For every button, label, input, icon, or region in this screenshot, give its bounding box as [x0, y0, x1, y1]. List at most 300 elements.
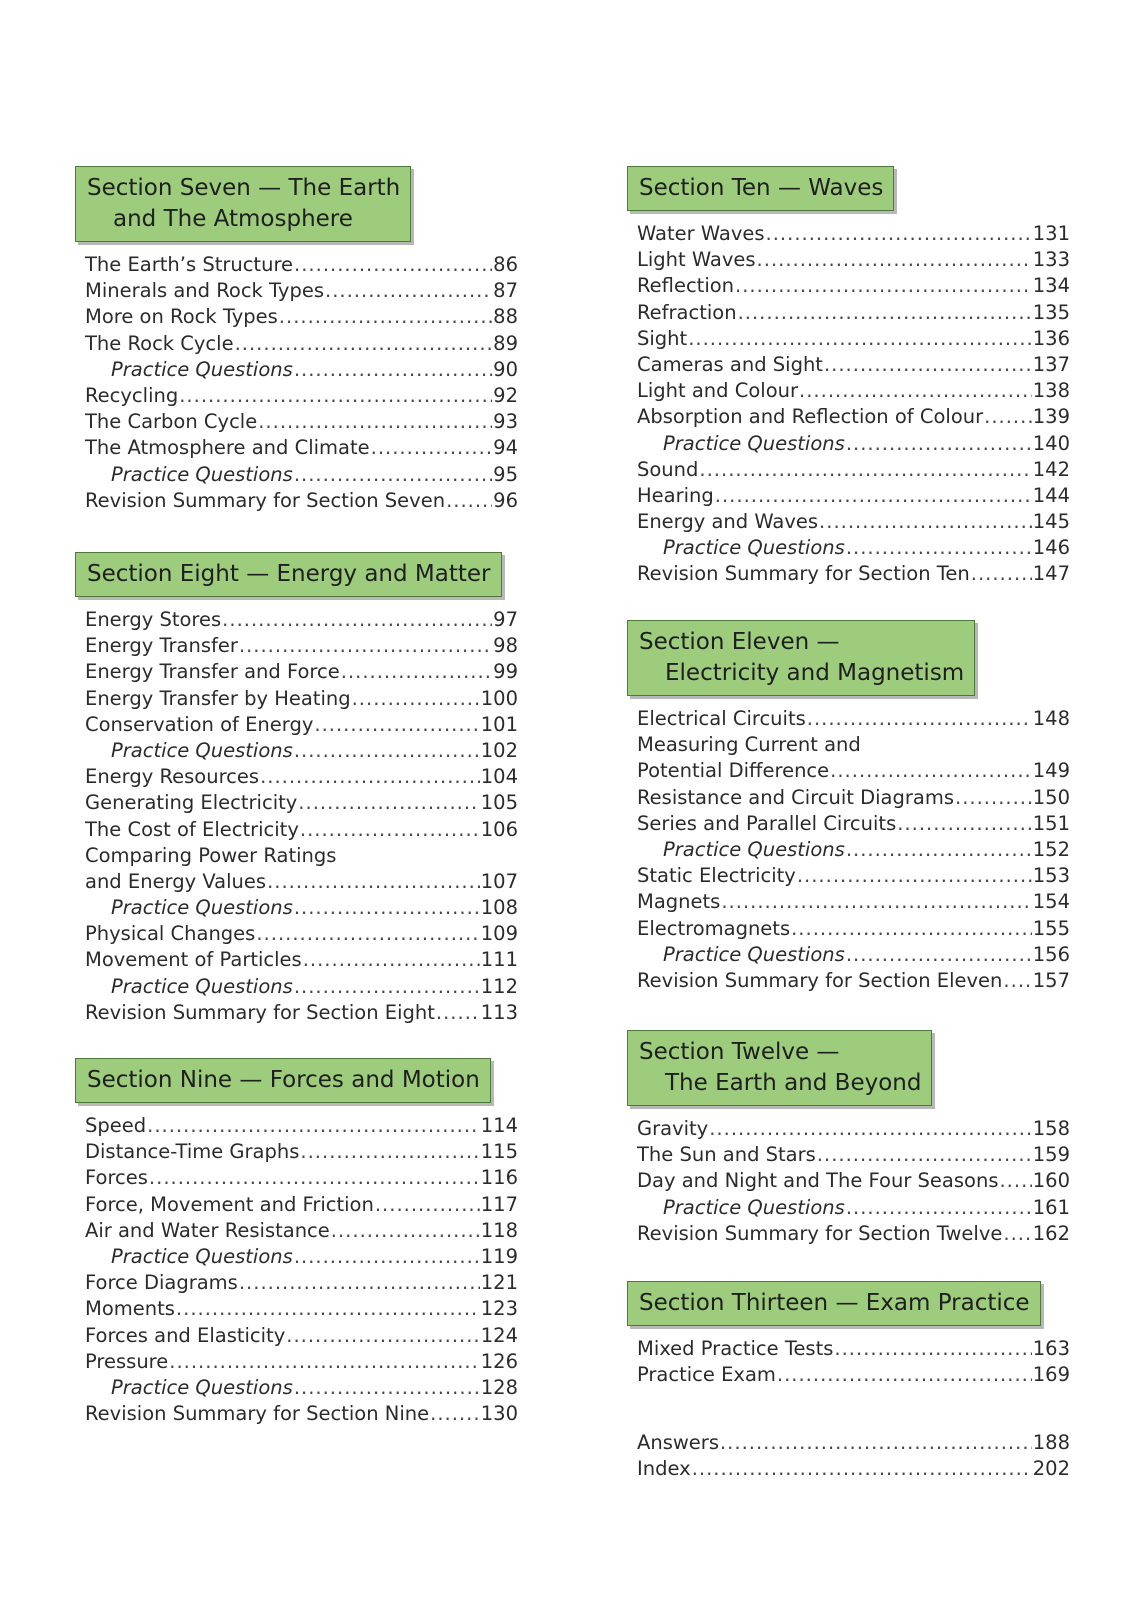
dot-leader [721, 889, 1031, 915]
toc-entry-title: Revision Summary for Section Eleven [637, 968, 1003, 992]
toc-entry-and-energy-values[interactable] [85, 869, 518, 895]
toc-section [75, 1058, 530, 1427]
toc-page-number: 146 [1032, 536, 1070, 560]
toc-entry-title: Physical Changes [85, 922, 256, 946]
toc-entry-title: Speed [85, 1114, 147, 1137]
toc-entry-title: Energy Transfer by Heating [85, 686, 351, 710]
toc-section [627, 166, 1082, 588]
toc-entry-title: Revision Summary for Section Nine [85, 1402, 430, 1426]
toc-entry-moments[interactable] [85, 1296, 518, 1322]
toc-page-number: 119 [480, 1244, 518, 1268]
toc-entry-title: Light Waves [637, 248, 756, 272]
toc-entry-title: Practice Questions [663, 942, 845, 966]
toc-section [75, 166, 530, 514]
toc-entry-title: Revision Summary for Section Twelve [637, 1221, 1003, 1245]
toc-entry-forces[interactable] [85, 1165, 518, 1191]
dot-leader [375, 1192, 480, 1218]
toc-entry-title: Force Diagrams [85, 1271, 238, 1295]
dot-leader [371, 435, 493, 461]
toc-entry-list [627, 706, 1082, 994]
dot-leader [819, 509, 1032, 535]
toc-entry-title: More on Rock Types [85, 305, 278, 329]
toc-entry-title: Forces [85, 1166, 148, 1190]
dot-leader [176, 1296, 480, 1322]
toc-entry-resistance-and-circuit-diagrams[interactable] [637, 785, 1070, 811]
toc-page-number: 118 [480, 1218, 518, 1242]
toc-entry-list [75, 1113, 530, 1427]
toc-page-number: 131 [1032, 222, 1070, 245]
toc-entry-energy-resources[interactable] [85, 764, 518, 790]
dot-leader [984, 404, 1032, 430]
toc-entry-day-and-night-and-the-four-seasons[interactable] [637, 1168, 1070, 1194]
toc-entry-title: Water Waves [637, 222, 765, 245]
dot-leader [298, 790, 479, 816]
toc-entry-energy-and-waves[interactable] [637, 509, 1070, 535]
toc-page-number: 156 [1032, 942, 1070, 966]
dot-leader [169, 1349, 480, 1375]
dot-leader [688, 326, 1032, 352]
toc-entry-absorption-and-reflection-of-colour[interactable] [637, 404, 1070, 430]
toc-entry-practice-questions[interactable] [637, 942, 1070, 968]
toc-entry-revision-summary-for-section-eleven[interactable] [637, 968, 1070, 994]
toc-entry-physical-changes[interactable] [85, 921, 518, 947]
dot-leader [341, 659, 492, 685]
toc-entry-practice-questions[interactable] [637, 837, 1070, 863]
toc-entry-title: Resistance and Circuit Diagrams [637, 785, 955, 809]
toc-entry-energy-transfer[interactable] [85, 633, 518, 659]
toc-entry-potential-difference[interactable] [637, 758, 1070, 784]
dot-leader [791, 916, 1032, 942]
toc-entry-title: Reflection [637, 274, 735, 298]
toc-page-number: 138 [1032, 379, 1070, 403]
toc-page-number: 116 [480, 1166, 518, 1190]
toc-entry-title: Index [637, 1457, 691, 1481]
toc-entry-list [627, 1430, 1082, 1482]
toc-entry-distance-time-graphs[interactable] [85, 1139, 518, 1165]
toc-page-number: 98 [493, 634, 518, 658]
toc-entry-static-electricity[interactable] [637, 863, 1070, 889]
toc-entry-series-and-parallel-circuits[interactable] [637, 811, 1070, 837]
dot-leader [971, 561, 1032, 587]
dot-leader [846, 431, 1032, 457]
dot-leader [692, 1456, 1032, 1482]
toc-entry-revision-summary-for-section-seven[interactable] [85, 488, 518, 514]
toc-entry-title: Energy Transfer [85, 634, 238, 658]
dot-leader [846, 942, 1032, 968]
toc-page-number: 94 [493, 436, 518, 460]
toc-entry-title: Practice Questions [111, 974, 293, 998]
toc-page-number: 107 [480, 869, 518, 893]
toc-entry-practice-questions[interactable] [637, 431, 1070, 457]
toc-entry-title: Static Electricity [637, 864, 796, 888]
toc-entry-title: Revision Summary for Section Seven [85, 488, 446, 512]
toc-page-number: 154 [1032, 890, 1070, 914]
toc-entry-title: Movement of Particles [85, 948, 302, 972]
toc-entry-the-earth-s-structure[interactable] [85, 252, 518, 278]
dot-leader [955, 785, 1032, 811]
toc-page-number: 137 [1032, 352, 1070, 376]
toc-entry-revision-summary-for-section-eight[interactable] [85, 1000, 518, 1026]
toc-entry-title: Energy Resources [85, 765, 260, 789]
section-title-line: and The Atmosphere [113, 206, 353, 232]
toc-entry-generating-electricity[interactable] [85, 790, 518, 816]
toc-entry-title: The Rock Cycle [85, 331, 234, 355]
toc-entry-energy-transfer-by-heating[interactable] [85, 686, 518, 712]
section-title-line: Section Ten — Waves [639, 175, 884, 201]
toc-page-number: 88 [493, 305, 518, 329]
section-header [627, 166, 894, 211]
toc-entry-speed[interactable] [85, 1113, 518, 1139]
dot-leader [331, 1218, 480, 1244]
toc-page-number: 157 [1032, 968, 1070, 992]
toc-page-number: 123 [480, 1297, 518, 1321]
toc-entry-title: and Energy Values [85, 869, 267, 893]
toc-page-number: 162 [1032, 1221, 1070, 1245]
toc-entry-gravity[interactable] [637, 1116, 1070, 1142]
toc-page-number: 126 [480, 1349, 518, 1373]
section-title-line: Section Eleven — [639, 629, 840, 655]
toc-entry-title: Sight [637, 326, 688, 350]
toc-entry-title: The Earth’s Structure [85, 253, 294, 276]
toc-page-number: 89 [493, 331, 518, 355]
toc-entry-pressure[interactable] [85, 1349, 518, 1375]
toc-entry-title: Absorption and Reflection of Colour [637, 405, 984, 429]
toc-entry-list [627, 1336, 1082, 1388]
toc-entry-title: The Sun and Stars [637, 1143, 816, 1167]
toc-page-number: 114 [480, 1114, 518, 1137]
toc-entry-title: Practice Exam [637, 1363, 776, 1387]
toc-entry-the-rock-cycle[interactable] [85, 331, 518, 357]
toc-entry-title: The Atmosphere and Climate [85, 436, 370, 460]
dot-leader [430, 1401, 480, 1427]
dot-leader [1003, 1221, 1031, 1247]
section-header [75, 166, 411, 242]
toc-entry-revision-summary-for-section-ten[interactable] [637, 561, 1070, 587]
toc-entry-cameras-and-sight[interactable] [637, 352, 1070, 378]
dot-leader [294, 974, 480, 1000]
toc-entry-title: Day and Night and The Four Seasons [637, 1169, 999, 1193]
toc-page-number: 151 [1032, 811, 1070, 835]
toc-entry-practice-questions[interactable] [85, 974, 518, 1000]
toc-entry-answers[interactable] [637, 1430, 1070, 1456]
toc-page-number: 117 [480, 1192, 518, 1216]
toc-page-number: 87 [493, 279, 518, 303]
toc-entry-title: Air and Water Resistance [85, 1218, 330, 1242]
toc-page-number: 90 [493, 357, 518, 381]
toc-entry-title: Revision Summary for Section Eight [85, 1000, 435, 1024]
dot-leader [834, 1336, 1031, 1362]
dot-leader [239, 633, 492, 659]
toc-page-number: 113 [480, 1000, 518, 1024]
section-header [75, 552, 502, 597]
toc-entry-list [75, 252, 530, 514]
dot-leader [807, 706, 1032, 732]
toc-entry-title: Practice Questions [663, 431, 845, 455]
toc-page-number: 150 [1032, 785, 1070, 809]
toc-page-number: 121 [480, 1271, 518, 1295]
dot-leader [1003, 968, 1031, 994]
dot-leader [830, 758, 1032, 784]
toc-page-number: 139 [1032, 405, 1070, 429]
dot-leader [260, 764, 480, 790]
toc-entry-sound[interactable] [637, 457, 1070, 483]
toc-entry-practice-questions[interactable] [85, 1244, 518, 1270]
toc-entry-the-carbon-cycle[interactable] [85, 409, 518, 435]
dot-leader [256, 921, 479, 947]
toc-entry-revision-summary-for-section-nine[interactable] [85, 1401, 518, 1427]
dot-leader [239, 1270, 480, 1296]
dot-leader [294, 1375, 480, 1401]
toc-entry-title: Mixed Practice Tests [637, 1337, 834, 1360]
toc-entry-title: Comparing Power Ratings [85, 843, 337, 867]
toc-page-number: 155 [1032, 916, 1070, 940]
toc-page-number: 105 [480, 791, 518, 815]
toc-entry-more-on-rock-types[interactable] [85, 304, 518, 330]
toc-entry-title: Force, Movement and Friction [85, 1192, 374, 1216]
toc-entry-title: Energy and Waves [637, 510, 819, 534]
toc-entry-measuring-current-and[interactable] [637, 732, 1070, 758]
toc-entry-title: Energy Stores [85, 608, 222, 631]
section-title-line: Section Thirteen — Exam Practice [639, 1290, 1030, 1316]
toc-section [627, 1430, 1082, 1482]
toc-page-number: 152 [1032, 837, 1070, 861]
toc-entry-hearing[interactable] [637, 483, 1070, 509]
dot-leader [715, 483, 1032, 509]
section-title-line: Section Nine — Forces and Motion [87, 1067, 480, 1093]
toc-page-number: 145 [1032, 510, 1070, 534]
toc-page-number: 142 [1032, 457, 1070, 481]
toc-entry-practice-questions[interactable] [637, 535, 1070, 561]
dot-leader [777, 1362, 1032, 1388]
section-header [627, 1281, 1041, 1326]
toc-entry-title: Light and Colour [637, 379, 799, 403]
section-header [627, 620, 975, 696]
toc-entry-title: Practice Questions [111, 896, 293, 920]
toc-entry-title: The Cost of Electricity [85, 817, 299, 841]
toc-entry-title: Practice Questions [111, 738, 293, 762]
toc-entry-title: Forces and Elasticity [85, 1323, 286, 1347]
toc-entry-practice-questions[interactable] [85, 895, 518, 921]
dot-leader [735, 273, 1032, 299]
toc-entry-title: Magnets [637, 890, 721, 914]
toc-page-number: 106 [480, 817, 518, 841]
toc-section [627, 620, 1082, 994]
dot-leader [179, 383, 492, 409]
toc-entry-title: Potential Difference [637, 759, 830, 783]
toc-entry-list [627, 1116, 1082, 1247]
toc-page-number: 202 [1032, 1457, 1070, 1481]
toc-entry-title: Refraction [637, 300, 737, 324]
section-title-line: Section Eight — Energy and Matter [87, 561, 491, 587]
toc-entry-title: Practice Questions [111, 1244, 293, 1268]
dot-leader [824, 352, 1032, 378]
toc-page-number: 97 [493, 608, 518, 631]
dot-leader [846, 837, 1032, 863]
toc-page-number: 169 [1032, 1363, 1070, 1387]
dot-leader [797, 863, 1032, 889]
toc-entry-practice-questions[interactable] [637, 1195, 1070, 1221]
toc-entry-energy-transfer-and-force[interactable] [85, 659, 518, 685]
toc-page-number: 109 [480, 922, 518, 946]
toc-entry-title: Electromagnets [637, 916, 791, 940]
dot-leader [279, 304, 492, 330]
dot-leader [738, 300, 1032, 326]
toc-entry-force-diagrams[interactable] [85, 1270, 518, 1296]
toc-page-number: 92 [493, 383, 518, 407]
toc-page-number: 115 [480, 1140, 518, 1164]
dot-leader [222, 607, 492, 633]
toc-entry-recycling[interactable] [85, 383, 518, 409]
dot-leader [303, 947, 480, 973]
toc-page-number: 163 [1032, 1337, 1070, 1360]
toc-entry-light-waves[interactable] [637, 247, 1070, 273]
toc-entry-movement-of-particles[interactable] [85, 947, 518, 973]
dot-leader [709, 1116, 1032, 1142]
toc-entry-refraction[interactable] [637, 300, 1070, 326]
toc-entry-electrical-circuits[interactable] [637, 706, 1070, 732]
toc-page-number: 86 [493, 253, 518, 276]
dot-leader [846, 1195, 1032, 1221]
toc-entry-comparing-power-ratings[interactable] [85, 843, 518, 869]
dot-leader [267, 869, 480, 895]
toc-entry-title: Revision Summary for Section Ten [637, 562, 970, 586]
section-header [75, 1058, 491, 1103]
dot-leader [799, 378, 1032, 404]
dot-leader [766, 221, 1032, 247]
toc-page-number: 133 [1032, 248, 1070, 272]
toc-entry-title: Answers [637, 1431, 719, 1454]
toc-entry-water-waves[interactable] [637, 221, 1070, 247]
toc-entry-practice-exam[interactable] [637, 1362, 1070, 1388]
toc-entry-forces-and-elasticity[interactable] [85, 1323, 518, 1349]
dot-leader [235, 331, 493, 357]
dot-leader [294, 357, 492, 383]
toc-page-number: 101 [480, 712, 518, 736]
toc-page-number: 158 [1032, 1117, 1070, 1140]
toc-page-number: 188 [1032, 1431, 1070, 1454]
section-title-line: Electricity and Magnetism [665, 660, 965, 686]
toc-entry-revision-summary-for-section-twelve[interactable] [637, 1221, 1070, 1247]
dot-leader [294, 1244, 480, 1270]
toc-entry-title: Generating Electricity [85, 791, 298, 815]
toc-entry-reflection[interactable] [637, 273, 1070, 299]
toc-entry-the-atmosphere-and-climate[interactable] [85, 435, 518, 461]
toc-entry-title: Practice Questions [663, 837, 845, 861]
toc-entry-title: Recycling [85, 383, 179, 407]
toc-entry-light-and-colour[interactable] [637, 378, 1070, 404]
dot-leader [149, 1165, 480, 1191]
toc-entry-the-cost-of-electricity[interactable] [85, 817, 518, 843]
toc-entry-title: Practice Questions [663, 536, 845, 560]
toc-entry-sight[interactable] [637, 326, 1070, 352]
toc-page-number: 160 [1032, 1169, 1070, 1193]
toc-entry-title: Conservation of Energy [85, 712, 314, 736]
dot-leader [897, 811, 1032, 837]
dot-leader [699, 457, 1031, 483]
toc-entry-practice-questions[interactable] [85, 738, 518, 764]
toc-entry-mixed-practice-tests[interactable] [637, 1336, 1070, 1362]
toc-entry-title: Energy Transfer and Force [85, 660, 340, 684]
toc-entry-title: Practice Questions [111, 1375, 293, 1399]
toc-page-number: 112 [480, 974, 518, 998]
toc-entry-title: Measuring Current and [637, 733, 861, 757]
toc-entry-magnets[interactable] [637, 889, 1070, 915]
toc-entry-the-sun-and-stars[interactable] [637, 1142, 1070, 1168]
toc-entry-title: Practice Questions [663, 1195, 845, 1219]
toc-entry-title: Series and Parallel Circuits [637, 811, 897, 835]
dot-leader [300, 817, 480, 843]
dot-leader [286, 1323, 480, 1349]
toc-page-number: 104 [480, 765, 518, 789]
toc-entry-title: Pressure [85, 1349, 169, 1373]
toc-page-number: 99 [493, 660, 518, 684]
dot-leader [258, 409, 492, 435]
toc-page-number: 108 [480, 896, 518, 920]
dot-leader [352, 686, 480, 712]
toc-entry-list [627, 221, 1082, 588]
toc-page-number: 153 [1032, 864, 1070, 888]
toc-page-number: 159 [1032, 1143, 1070, 1167]
toc-entry-electromagnets[interactable] [637, 916, 1070, 942]
toc-page-number: 140 [1032, 431, 1070, 455]
toc-entry-practice-questions[interactable] [85, 462, 518, 488]
toc-page-number: 149 [1032, 759, 1070, 783]
toc-entry-title: Electrical Circuits [637, 707, 806, 730]
toc-entry-title: Distance-Time Graphs [85, 1140, 300, 1164]
section-title-line: Section Twelve — [639, 1039, 840, 1065]
toc-entry-title: Practice Questions [111, 462, 293, 486]
dot-leader [446, 488, 492, 514]
dot-leader [294, 462, 492, 488]
dot-leader [314, 712, 479, 738]
toc-page-number: 144 [1032, 483, 1070, 507]
dot-leader [294, 895, 480, 921]
toc-page-number: 135 [1032, 300, 1070, 324]
toc-section [627, 1030, 1082, 1247]
toc-entry-conservation-of-energy[interactable] [85, 712, 518, 738]
toc-page-number: 100 [480, 686, 518, 710]
toc-entry-air-and-water-resistance[interactable] [85, 1218, 518, 1244]
dot-leader [817, 1142, 1032, 1168]
toc-page-number: 128 [480, 1375, 518, 1399]
toc-page-number: 134 [1032, 274, 1070, 298]
toc-entry-title: Gravity [637, 1117, 709, 1140]
section-title-line: Section Seven — The Earth [87, 175, 401, 201]
toc-page-number: 111 [480, 948, 518, 972]
toc-entry-title: The Carbon Cycle [85, 410, 258, 434]
toc-entry-title: Moments [85, 1297, 175, 1321]
toc-entry-title: Cameras and Sight [637, 352, 823, 376]
toc-entry-practice-questions[interactable] [85, 1375, 518, 1401]
toc-section [627, 1281, 1082, 1388]
dot-leader [147, 1113, 480, 1139]
toc-entry-force-movement-and-friction[interactable] [85, 1192, 518, 1218]
toc-page-number: 130 [480, 1402, 518, 1426]
toc-entry-index[interactable] [637, 1456, 1070, 1482]
toc-entry-practice-questions[interactable] [85, 357, 518, 383]
toc-entry-energy-stores[interactable] [85, 607, 518, 633]
toc-entry-list [75, 607, 530, 1026]
dot-leader [300, 1139, 479, 1165]
toc-entry-minerals-and-rock-types[interactable] [85, 278, 518, 304]
toc-page-number: 96 [493, 488, 518, 512]
toc-page-number: 124 [480, 1323, 518, 1347]
toc-entry-title: Practice Questions [111, 357, 293, 381]
section-header [627, 1030, 932, 1106]
toc-page-number: 136 [1032, 326, 1070, 350]
toc-page-number: 161 [1032, 1195, 1070, 1219]
section-title-line: The Earth and Beyond [665, 1070, 922, 1096]
